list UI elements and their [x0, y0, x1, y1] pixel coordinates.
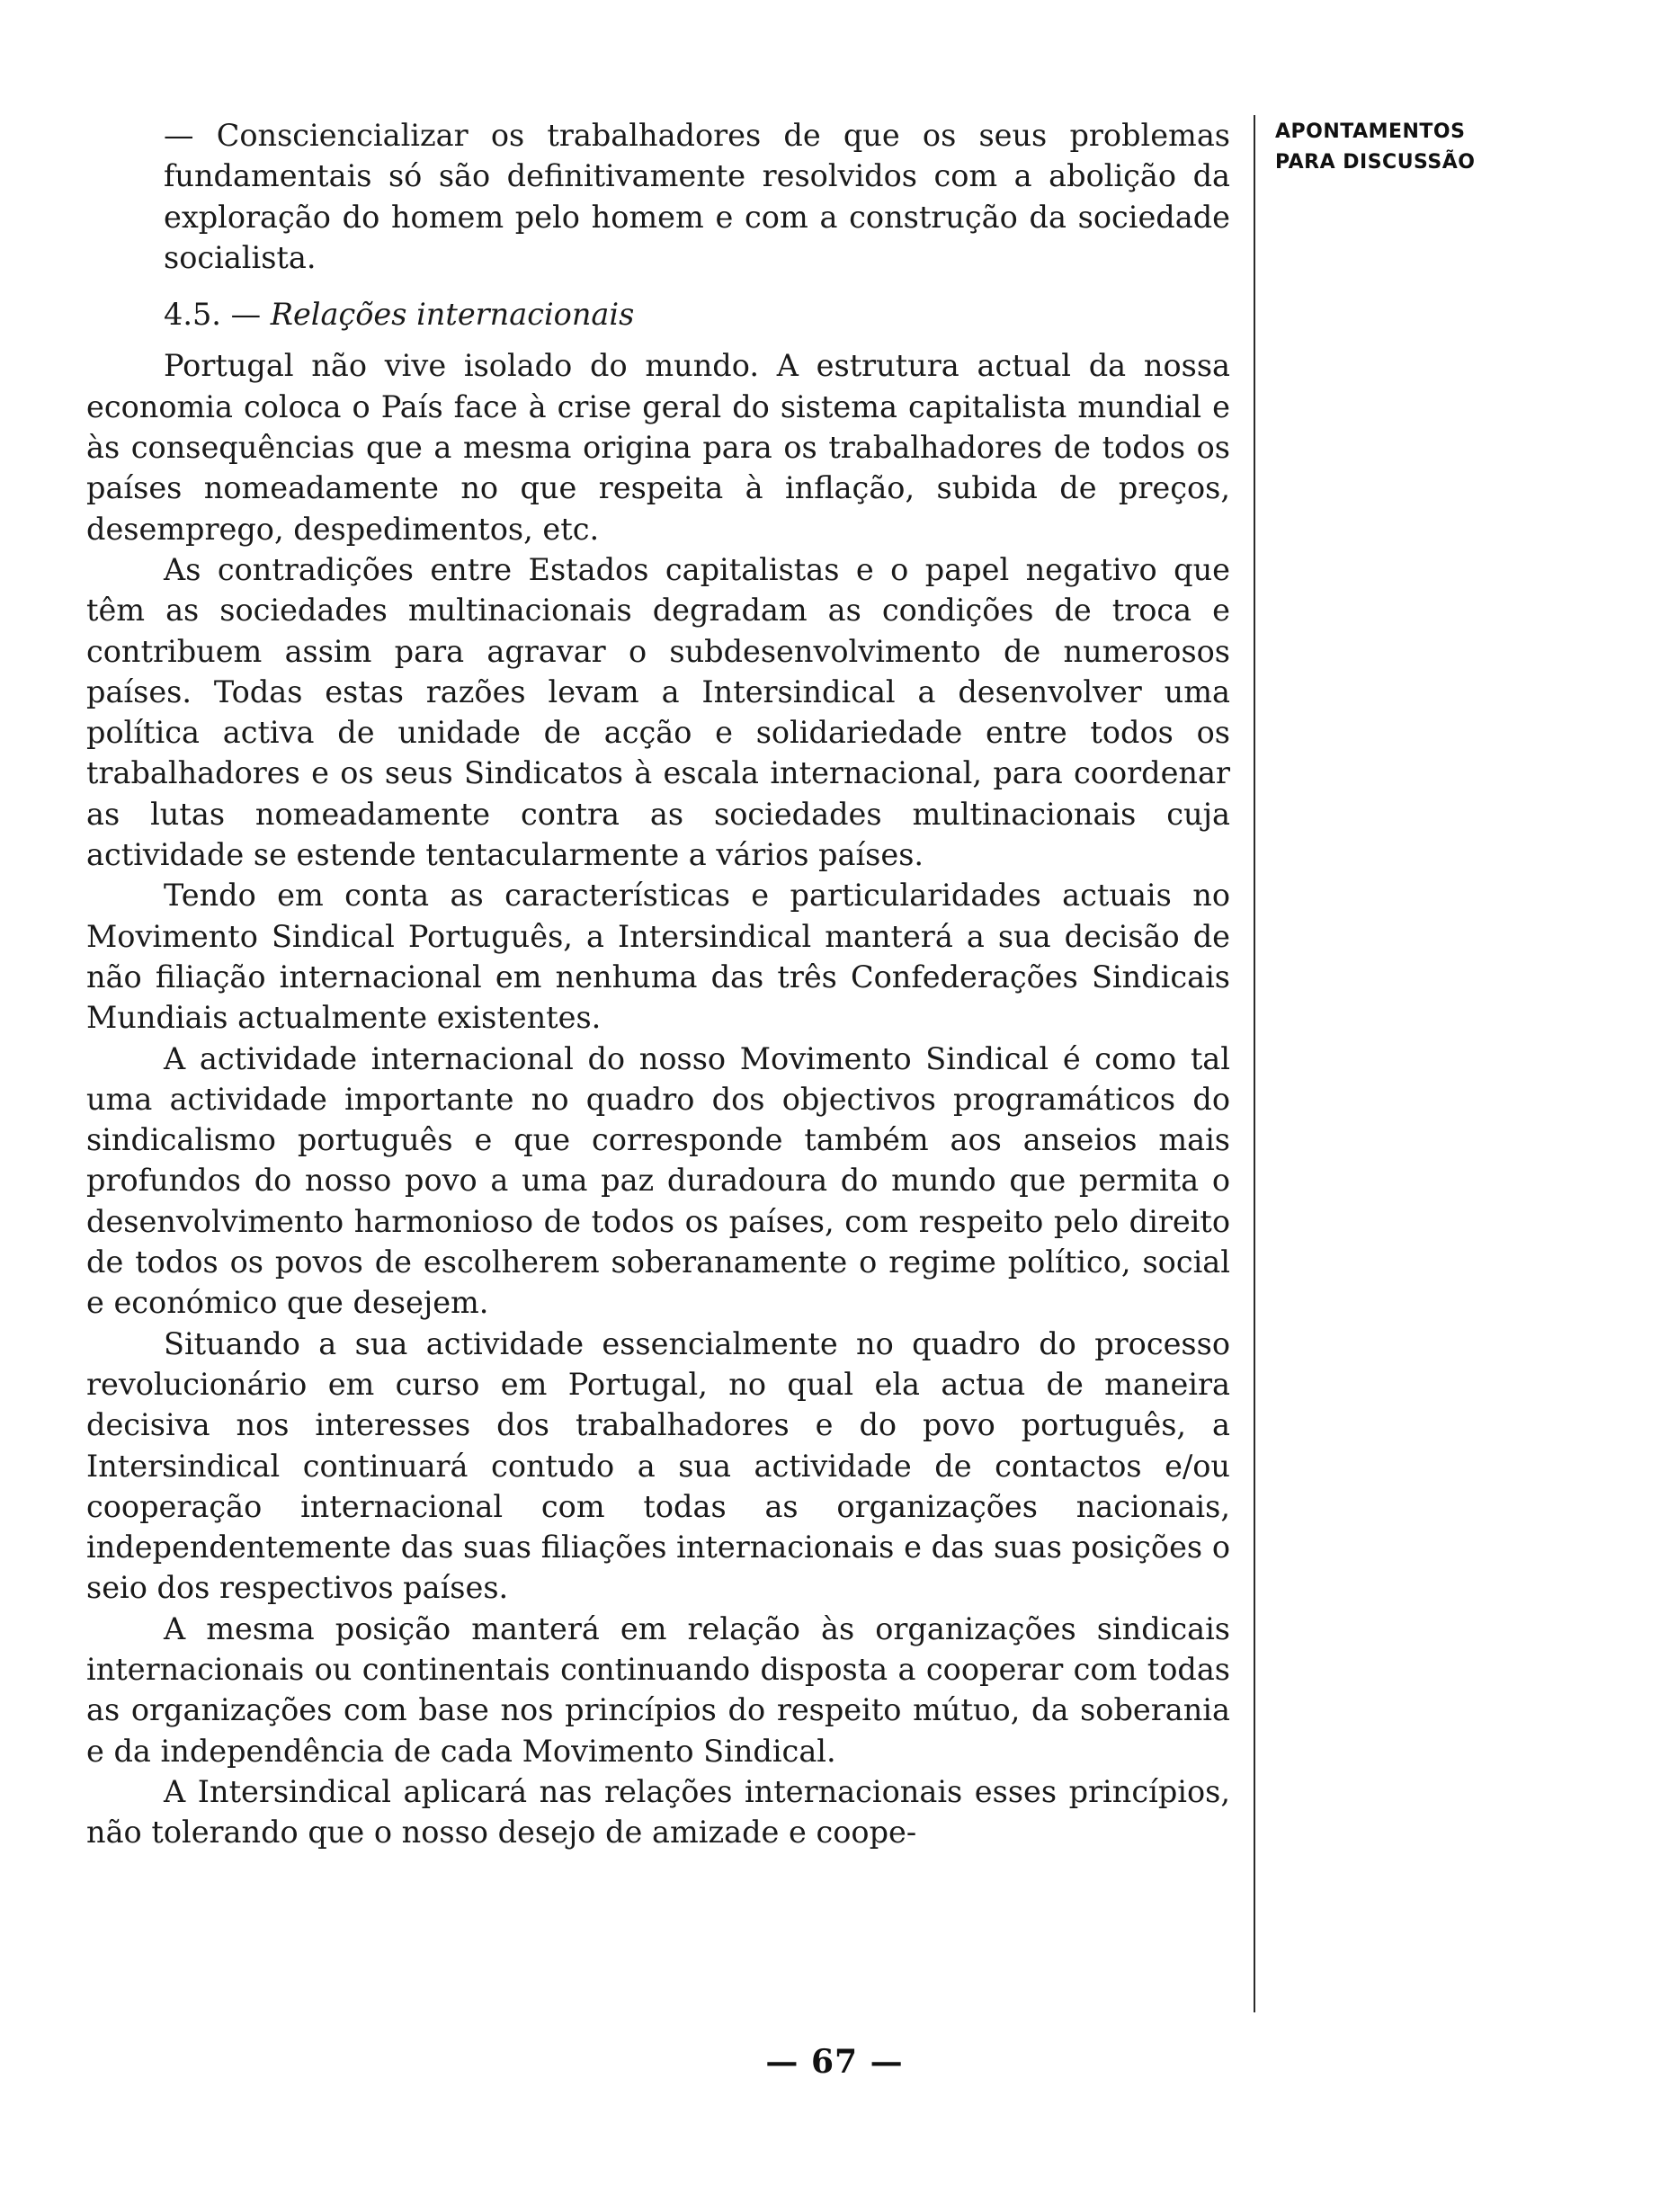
paragraph: Portugal não vive isolado do mundo. A estrutura actual da nossa economia coloca o País face à crise geral do sistema capitalista mundial e às consequências que a mesma origina para os trabalhadores de todos os países nomeadamente no que respeita à inflação, subida de preços, desemprego, despedimentos, etc. [86, 348, 1230, 547]
margin-heading-line: PARA DISCUSSÃO [1275, 151, 1476, 174]
main-text-column [86, 115, 1230, 1852]
paragraph: As contradições entre Estados capitalistas e o papel negativo que têm as sociedades multinacionais degradam as condições de troca e contribuem assim para agravar o subdesenvolvimento de numerosos países. Todas estas razões levam a Intersindical a desenvolver uma política activa de unidade de acção e solidariedade entre todos os trabalhadores e os seus Sindicatos à escala internacional, para coordenar as lutas nomeadamente contra as sociedades multinacionais cuja actividade se estende tentacularmente a vários países. [86, 551, 1230, 873]
section-heading [86, 294, 1230, 334]
margin-heading-line: APONTAMENTOS [1275, 120, 1466, 143]
section-title: Relações internacionais [270, 297, 635, 333]
section-number: 4.5. — [164, 297, 271, 333]
paragraph: Tendo em conta as características e particularidades actuais no Movimento Sindical Português, a Intersindical manterá a sua decisão de não filiação internacional em nenhuma das três Confederações Sindicais Mundiais actualmente existentes. [86, 878, 1230, 1036]
paragraph: Situando a sua actividade essencialmente no quadro do processo revolucionário em curso em Portugal, no qual ela actua de maneira decisiva nos interesses dos trabalhadores e do povo português, a Intersindical continuará contudo a sua actividade de contactos e/ou cooperação internacional com todas as organizações nacionais, independentemente das suas filiações internacionais e das suas posições o seio dos respectivos países. [86, 1325, 1230, 1606]
paragraph: A Intersindical aplicará nas relações internacionais esses princípios, não tolerando que o nosso desejo de amizade e coope- [86, 1773, 1230, 1851]
bullet-item [86, 115, 1230, 278]
page-number: — 67 — [765, 2043, 904, 2081]
margin-heading [1275, 117, 1545, 178]
bullet-text: — Consciencializar os trabalhadores de que os seus problemas fundamentais só são definitivamente resolvidos com a abolição da exploração do homem pelo homem e com a construção da sociedade socialista. [164, 118, 1230, 275]
paragraph: A mesma posição manterá em relação às organizações sindicais internacionais ou continentais continuando disposta a cooperar com todas as organizações com base nos princípios do respeito mútuo, da soberania e da independência de cada Movimento Sindical. [86, 1610, 1230, 1769]
margin-divider [1254, 115, 1255, 2012]
paragraph: A actividade internacional do nosso Movimento Sindical é como tal uma actividade importante no quadro dos objectivos programáticos do sindicalismo português e que corresponde também aos anseios mais profundos do nosso povo a uma paz duradoura do mundo que permita o desenvolvimento harmonioso de todos os países, com respeito pelo direito de todos os povos de escolherem soberanamente o regime político, social e económico que desejem. [86, 1040, 1230, 1321]
